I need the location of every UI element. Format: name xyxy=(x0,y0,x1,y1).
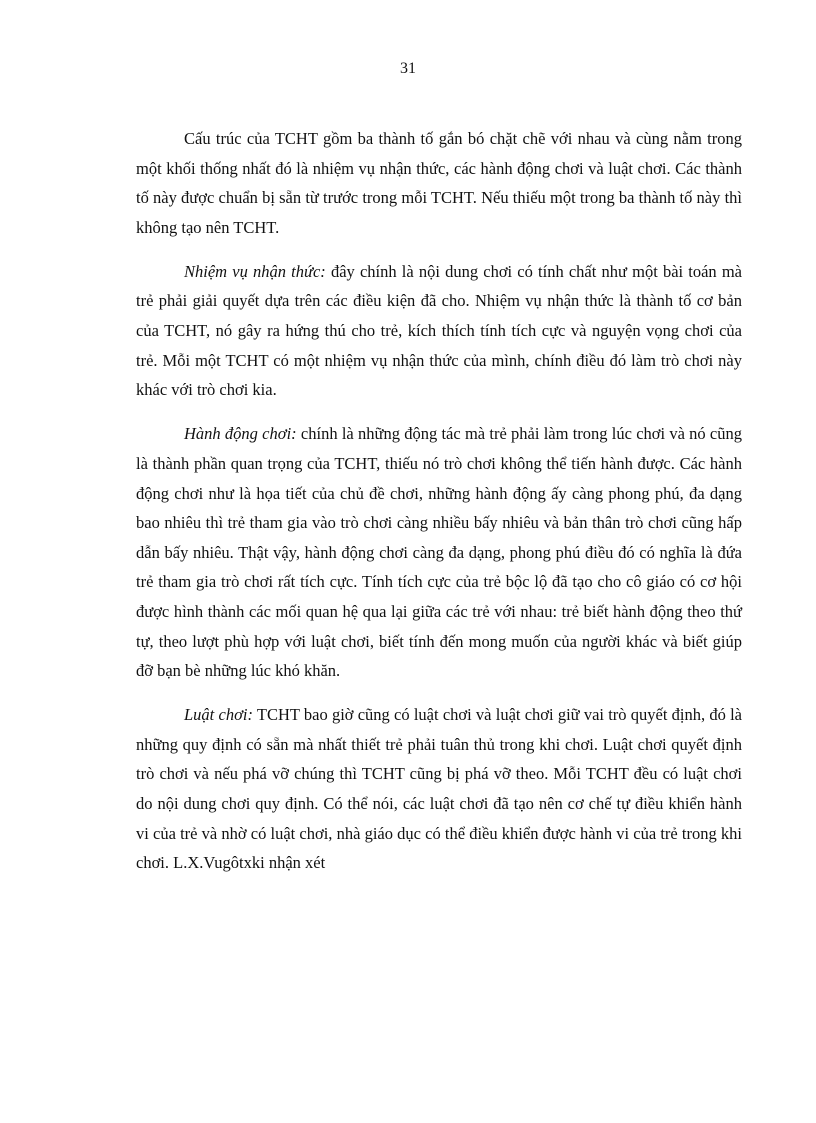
paragraph-structure xyxy=(136,124,742,242)
paragraph-text: Cấu trúc của TCHT gồm ba thành tố gắn bó chặt chẽ với nhau và cùng nằm trong một khối thống nhất đó là nhiệm vụ nhận thức, các hành động chơi và luật chơi. Các thành tố này được chuẩn bị sẵn từ trước trong mỗi TCHT. Nếu thiếu một trong ba thành tố này thì không tạo nên TCHT. xyxy=(136,129,742,237)
paragraph-game-rules xyxy=(136,700,742,878)
paragraph-cognitive-task xyxy=(136,257,742,405)
body-text xyxy=(136,124,742,892)
paragraph-term: Hành động chơi: xyxy=(184,424,297,444)
paragraph-term: Nhiệm vụ nhận thức: xyxy=(184,261,326,281)
page-number: 31 xyxy=(400,60,416,77)
paragraph-text: TCHT bao giờ cũng có luật chơi và luật chơi giữ vai trò quyết định, đó là những quy định có sẵn mà nhất thiết trẻ phải tuân thủ trong khi chơi. Luật chơi quyết định trò chơi và nếu phá vỡ chúng thì TCHT cũng bị phá vỡ theo. Mỗi TCHT đều có luật chơi do nội dung chơi quy định. Có thể nói, các luật chơi đã tạo nên cơ chế tự điều khiển hành vi của trẻ và nhờ có luật chơi, nhà giáo dục có thể điều khiển được hành vi của trẻ trong khi chơi. L.X.Vugôtxki nhận xét xyxy=(136,705,742,873)
paragraph-play-actions xyxy=(136,419,742,685)
paragraph-term: Luật chơi: xyxy=(184,705,253,725)
paragraph-text: chính là những động tác mà trẻ phải làm trong lúc chơi và nó cũng là thành phần quan trọng của TCHT, thiếu nó trò chơi không thể tiến hành được. Các hành động chơi như là họa tiết của chủ đề chơi, những hành động ấy càng phong phú, đa dạng bao nhiêu thì trẻ tham gia vào trò chơi càng nhiều bấy nhiêu và bản thân trò chơi cũng hấp dẫn bấy nhiêu. Thật vậy, hành động chơi càng đa dạng, phong phú điều đó có nghĩa là đứa trẻ tham gia trò chơi rất tích cực. Tính tích cực của trẻ bộc lộ đã tạo cho cô giáo có cơ hội được hình thành các mối quan hệ qua lại giữa các trẻ với nhau: trẻ biết hành động theo thứ tự, theo lượt phù hợp với luật chơi, biết tính đến mong muốn của người khác và biết giúp đỡ bạn bè những lúc khó khăn. xyxy=(136,424,743,681)
paragraph-text: đây chính là nội dung chơi có tính chất như một bài toán mà trẻ phải giải quyết dựa trên các điều kiện đã cho. Nhiệm vụ nhận thức là thành tố cơ bản của TCHT, nó gây ra hứng thú cho trẻ, kích thích tính tích cực và nguyện vọng chơi của trẻ. Mỗi một TCHT có một nhiệm vụ nhận thức của mình, chính điều đó làm trò chơi này khác với trò chơi kia. xyxy=(136,261,742,400)
